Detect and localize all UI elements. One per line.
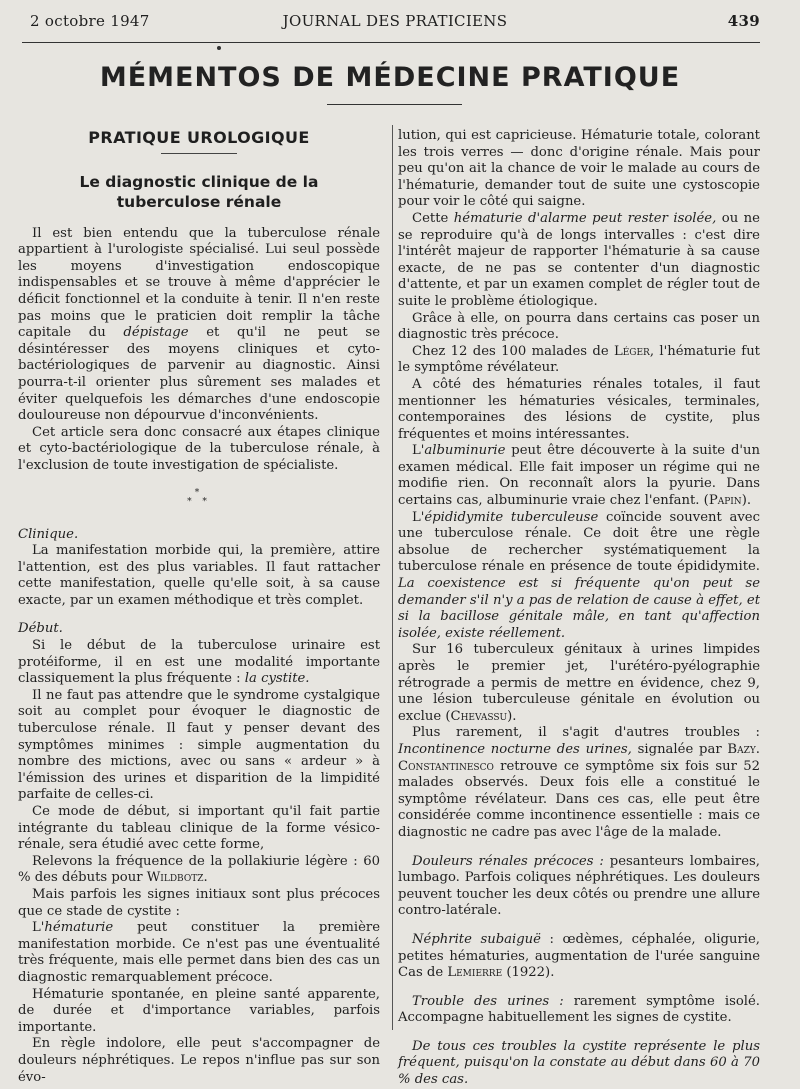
ornament-dot xyxy=(217,46,221,50)
header-rule xyxy=(22,42,760,43)
paragraph: Hématurie spontanée, en pleine santé apparente, de durée et d'importance variables, parfois importante. xyxy=(18,986,380,1035)
paragraph: L'albuminurie peut être découverte à la suite d'un examen médical. Elle fait imposer un régime qui ne modifie rien. On reconnaît alors la pyurie. Dans certains cas, albuminurie vraie chez l'enfant. (Papin). xyxy=(398,443,760,509)
issue-date: 2 octobre 1947 xyxy=(30,12,150,30)
separator-stars: * * * xyxy=(187,487,211,507)
left-column xyxy=(18,128,380,1086)
paragraph: Relevons la fréquence de la pollakiurie légère : 60 % des débuts pour Wildbotz. xyxy=(18,853,380,886)
article-title-line2: tuberculose rénale xyxy=(116,192,282,211)
paragraph: Plus rarement, il s'agit d'autres troubles : Incontinence nocturne des urines, signalée par Bazy. Constantinesco retrouve ce symptôme six fois sur 52 malades observés. Deux fois elle a constitué le symptôme révélateur. Dans ces cas, elle peut être considérée comme incontinence essentielle : mais ce diagnostic ne cadre pas avec l'âge de la malade. xyxy=(398,725,760,840)
paragraph: La manifestation morbide qui, la première, attire l'attention, est des plus variables. Il faut rattacher cette manifestation, quelle qu'elle soit, à sa cause exacte, par un examen méthodique et très complet. xyxy=(18,543,380,608)
column-divider xyxy=(392,125,393,1030)
paragraph: Néphrite subaiguë : œdèmes, céphalée, oligurie, petites hématuries, augmentation de l'urée sanguine Cas de Lemierre (1922). xyxy=(398,931,760,981)
paragraph: Sur 16 tuberculeux génitaux à urines limpides après le premier jet, l'urétéro-pyélographie rétrograde a permis de mettre en évidence, chez 9, une lésion tuberculeuse génitale en évolution ou exclue (Chevassu). xyxy=(398,642,760,724)
paragraph: En règle indolore, elle peut s'accompagner de douleurs néphrétiques. Le repos n'influe pas sur son évo- xyxy=(18,1036,380,1085)
paragraph: Cette hématurie d'alarme peut rester isolée, ou ne se reproduire qu'à de longs intervalles : c'est dire l'intérêt majeur de rapporter l'hématurie à sa cause exacte, de ne pas se contenter d'un diagnostic d'attente, et par un examen complet de régler tout de suite le problème étiologique. xyxy=(398,210,760,309)
masthead-rule xyxy=(327,104,462,105)
running-header xyxy=(30,12,760,36)
right-column xyxy=(398,128,760,1089)
subheading-clinique: Clinique. xyxy=(18,526,79,542)
journal-name: JOURNAL DES PRATICIENS xyxy=(282,12,508,30)
paragraph: Il ne faut pas attendre que le syndrome cystalgique soit au complet pour évoquer le diagnostic de tuberculose rénale. Il faut y penser devant des symptômes minimes : simple augmentation du nombre des mictions, avec ou sans « ardeur » à l'émission des urines et disparition de la limpidité parfaite de celles-ci. xyxy=(18,687,380,803)
section-title: PRATIQUE UROLOGIQUE xyxy=(88,128,310,147)
paragraph: A côté des hématuries rénales totales, il faut mentionner les hématuries vésicales, terminales, contemporaines des lésions de cystite, plus fréquentes et moins intéressantes. xyxy=(398,376,760,442)
subheading-debut: Début. xyxy=(18,621,63,637)
paragraph: lution, qui est capricieuse. Hématurie totale, colorant les trois verres — donc d'origine rénale. Mais pour peu qu'on ait la chance de voir le malade au cours de l'hématurie, demander tout de suite une cystoscopie pour voir le côté qui saigne. xyxy=(398,128,760,210)
paragraph: Mais parfois les signes initiaux sont plus précoces que ce stade de cystite : xyxy=(18,886,380,919)
paragraph: Ce mode de début, si important qu'il fait partie intégrante du tableau clinique de la forme vésico-rénale, sera étudié avec cette forme, xyxy=(18,804,380,853)
page-number: 439 xyxy=(727,12,760,30)
section-rule xyxy=(161,153,237,154)
masthead-title: MÉMENTOS DE MÉDECINE PRATIQUE xyxy=(99,62,681,93)
paragraph: Il est bien entendu que la tuberculose rénale appartient à l'urologiste spécialisé. Lui seul possède les moyens d'investigation endoscopique indispensables et se trouve à même d'apprécier le déficit fonctionnel et la conduite à tenir. Il n'en reste pas moins que le praticien doit remplir la tâche capitale du dépistage et qu'il ne peut se désintéresser des moyens cliniques et cyto-bactériologiques de parvenir au diagnostic. Ainsi pourra-t-il orienter plus sûrement ses malades et éviter quelquefois les démarches d'une endoscopie douloureuse non dépourvue d'inconvénients. xyxy=(18,225,380,424)
paragraph: Grâce à elle, on pourra dans certains cas poser un diagnostic très précoce. xyxy=(398,310,760,343)
paragraph: Chez 12 des 100 malades de Léger, l'hématurie fut le symptôme révélateur. xyxy=(398,343,760,376)
paragraph: L'hématurie peut constituer la première manifestation morbide. Ce n'est pas une éventualité très fréquente, mais elle permet dans bien des cas un diagnostic remarquablement précoce. xyxy=(18,920,380,985)
article-title-line1: Le diagnostic clinique de la xyxy=(79,172,319,191)
paragraph: L'épididymite tuberculeuse coïncide souvent avec une tuberculose rénale. Ce doit être une règle absolue de rechercher systématiquement la tuberculose rénale en présence de toute épididymite. La coexistence est si fréquente qu'on peut se demander s'il n'y a pas de relation de cause à effet, et si la bacillose génitale mâle, en tant qu'affection isolée, existe réellement. xyxy=(398,509,760,641)
article-title xyxy=(18,172,380,212)
paragraph: Cet article sera donc consacré aux étapes clinique et cyto-bactériologique de la tuberculose rénale, à l'exclusion de toute investigation de spécialiste. xyxy=(18,424,380,473)
paragraph: De tous ces troubles la cystite représente le plus fréquent, puisqu'on la constate au début dans 60 à 70 % des cas. xyxy=(398,1038,760,1088)
paragraph: Douleurs rénales précoces : pesanteurs lombaires, lumbago. Parfois coliques néphrétiques. Les douleurs peuvent toucher les deux côtés ou prendre une allure contro-latérale. xyxy=(398,853,760,919)
paragraph: Si le début de la tuberculose urinaire est protéiforme, il en est une modalité importante classiquement la plus fréquente : la cystite. xyxy=(18,638,380,687)
paragraph: Trouble des urines : rarement symptôme isolé. Accompagne habituellement les signes de cystite. xyxy=(398,993,760,1026)
